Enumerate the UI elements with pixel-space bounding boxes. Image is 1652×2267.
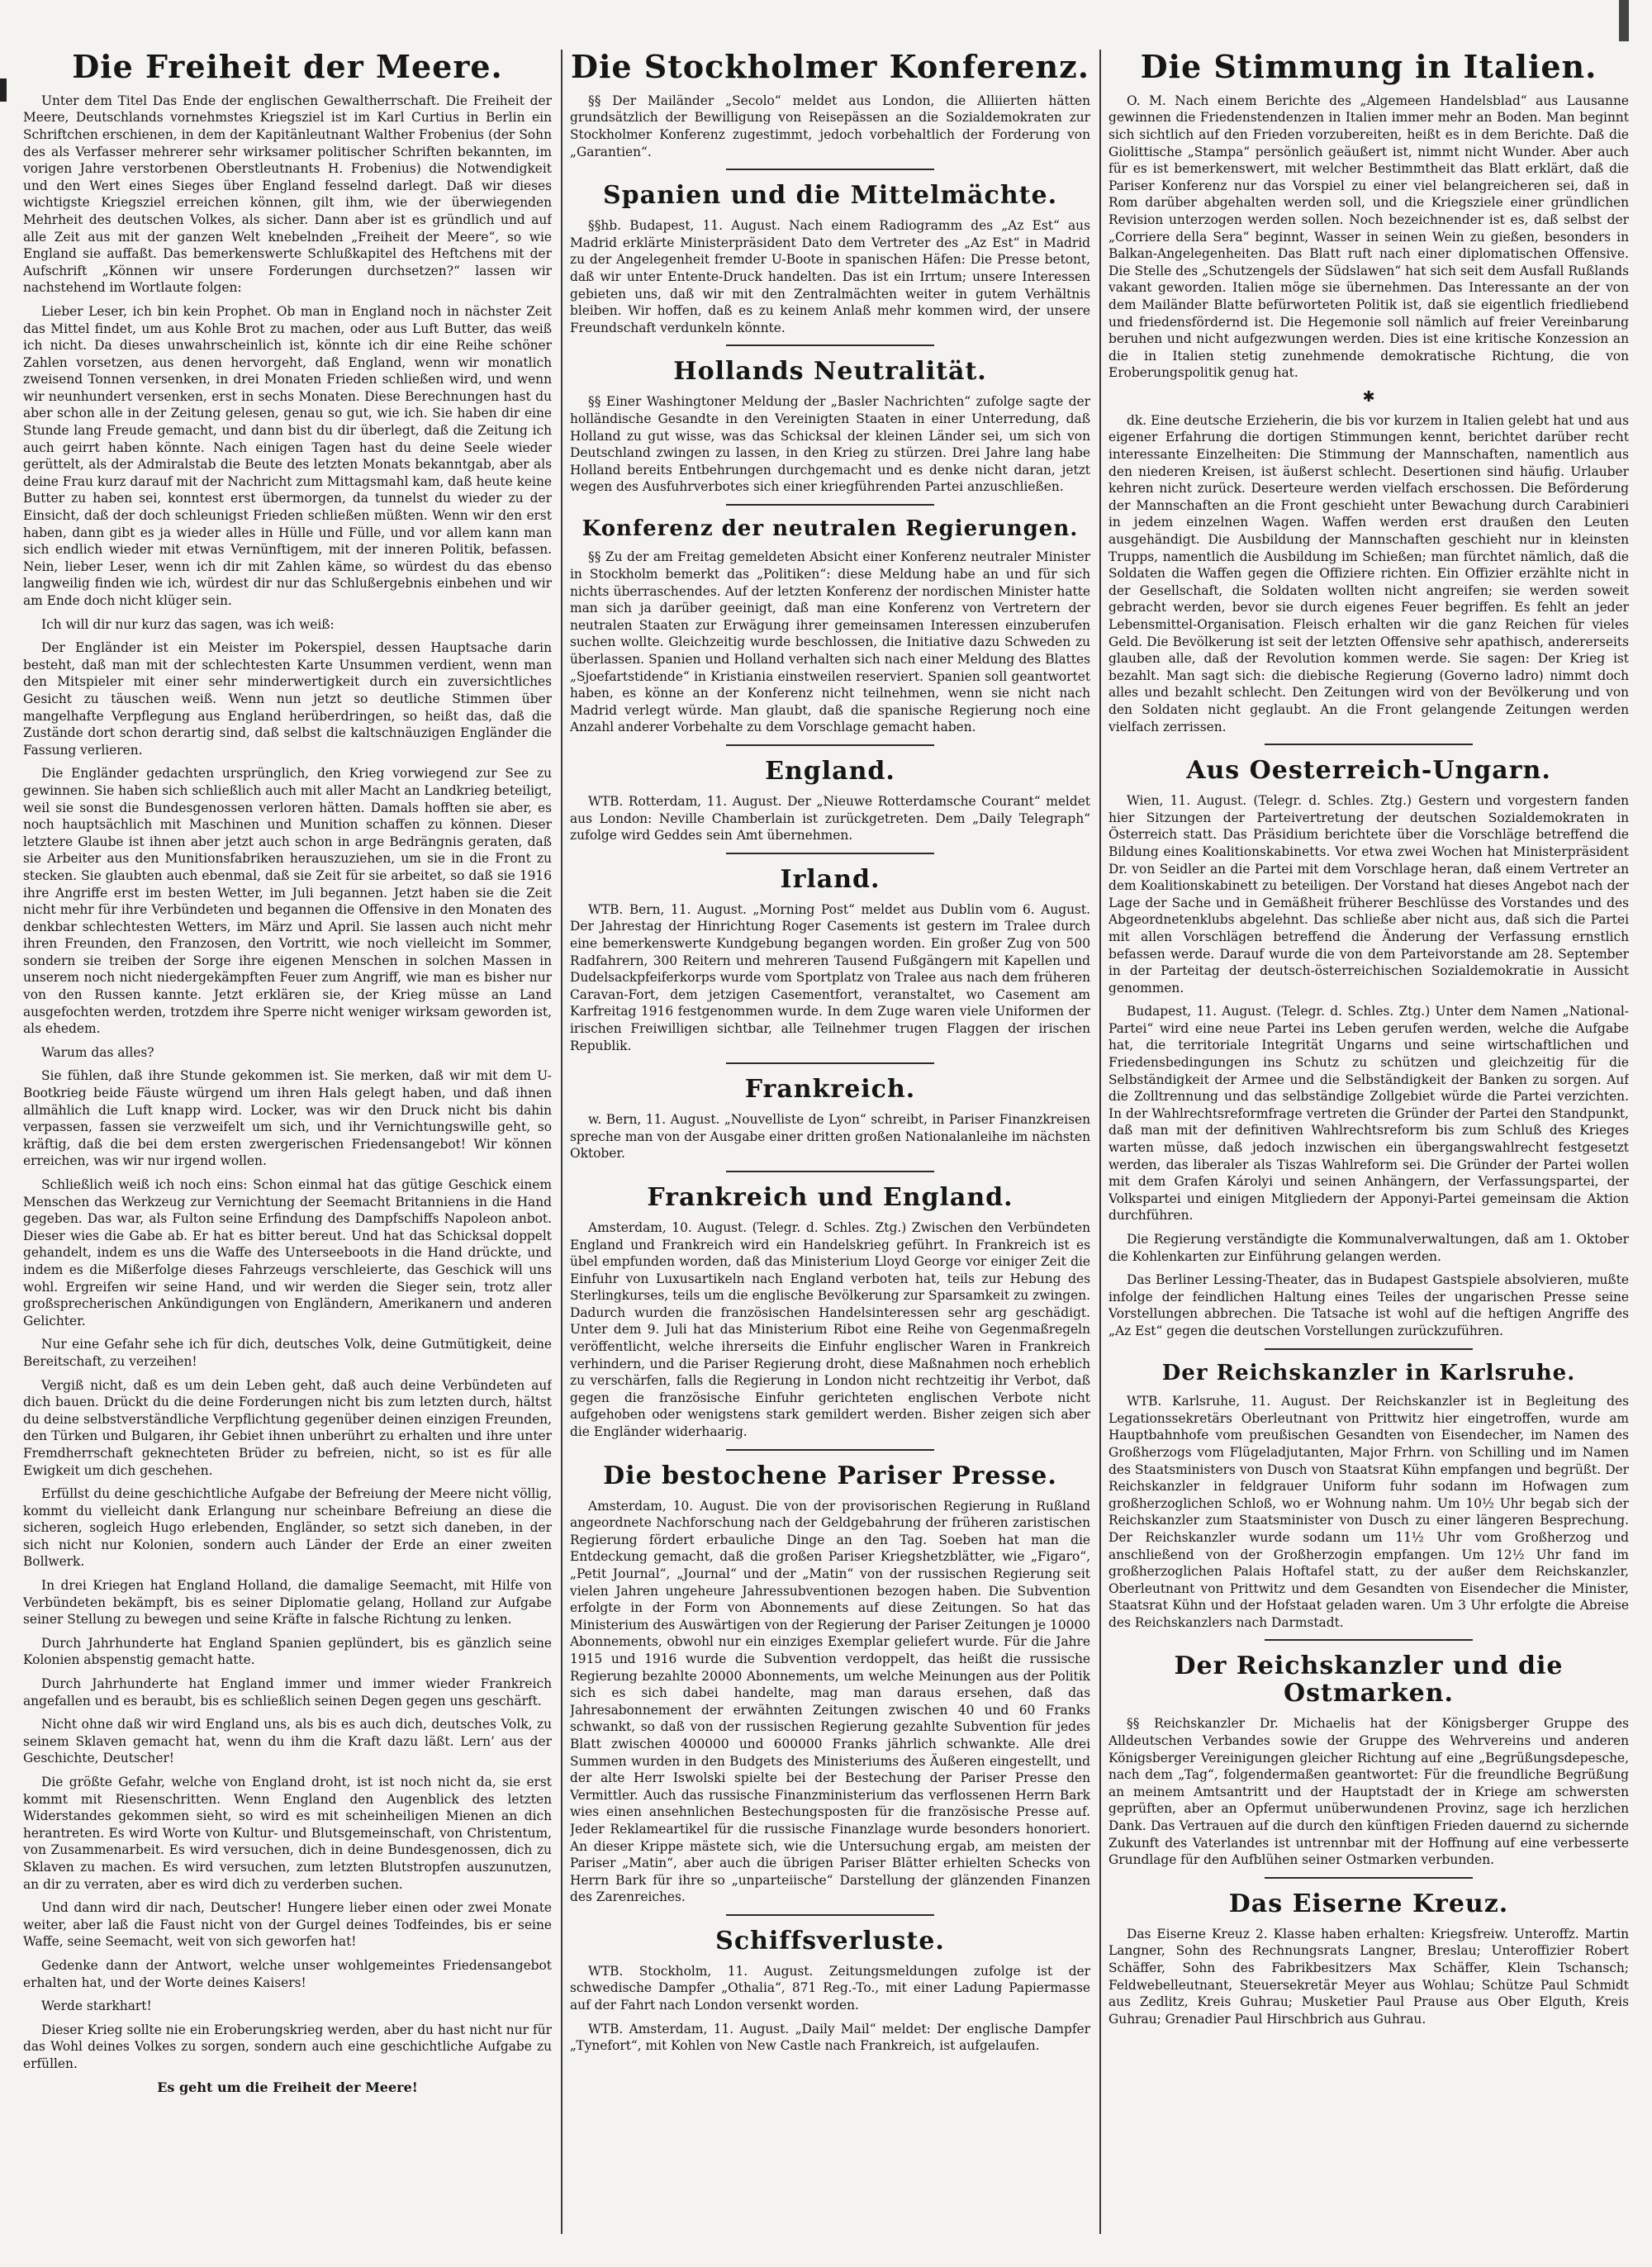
article-paragraph: WTB. Rotterdam, 11. August. Der „Nieuwe Rotterdamsche Courant“ meldet aus London: Neville Chamberlain ist zurückgetreten. Dem „Daily Telegraph“ zufolge wird Geddes sein Amt übernehmen.	[570, 794, 1090, 844]
article-paragraph: Schließlich weiß ich noch eins: Schon einmal hat das gütige Geschick einem Menschen das Werkzeug zur Vernichtung der Seemacht Britanniens in die Hand gegeben. Das war, als Fulton seine Erfindung des Dampfschiffs Napoleon anbot. Dieser wies die Gabe ab. Er hat es bitter bereut. Und hat das Schicksal doppelt gehandelt, indem es uns die Waffe des Unterseeboots in die Hand drückte, und indem es die Mißerfolge dieses Fahrzeugs verschleierte, das Geschick will uns wohl. Ergreifen wir seine Hand, und wir werden die Sieger sein, trotz aller großsprecherischen Ankündigungen von Engländern, Amerikanern und anderen Gelichter.	[23, 1177, 552, 1328]
article-headline: Frankreich und England.	[647, 1182, 1014, 1212]
section-divider	[1265, 744, 1473, 745]
article-paragraph: Die größte Gefahr, welche von England droht, ist ist noch nicht da, sie erst kommt mit Riesenschritten. Wenn England den Augenblick des letzten Widerstandes gekommen sieht, so wird es mit scheinheiligen Mienen an dich herantreten. Es wird Worte von Kultur- und Blutsgemeinschaft, von Christentum, von Zusammenarbeit. Es wird versuchen, dich in deine Bundesgenossen, dich zu Sklaven zu machen. Es wird versuchen, zum letzten Blutstropfen auszunutzen, an dir zu verraten, aber es wird dich zu verderben suchen.	[23, 1775, 552, 1892]
section-divider	[726, 1062, 934, 1064]
article-headline: Der Reichskanzler in Karlsruhe.	[1161, 1360, 1576, 1385]
section-divider	[1265, 1639, 1473, 1641]
section-divider	[726, 1914, 934, 1916]
article-paragraph: Amsterdam, 10. August. Die von der provisorischen Regierung in Rußland angeordnete Nachforschung nach der Geldgebahrung der früheren zaristischen Regierung fördert erbauliche Dinge an den Tag. Soeben hat man die Entdeckung gemacht, daß die großen Pariser Kriegshetzblätter, wie „Figaro“, „Petit Journal“, „Journal“ und der „Matin“ von der russischen Regierung seit vielen Jahren ungeheure Jahressubventionen bezogen haben. Die Subvention erfolgte in der Form von Abonnements auf diese Zeitungen. So hat das Ministerium des Auswärtigen von der Regierung der Pariser Zeitungen je 10000 Abonnements, obwohl nur ein einziges Exemplar geliefert wurde. Für die Jahre 1915 und 1916 wurde die Subvention verdoppelt, das heißt die russische Regierung bezahlte 20000 Abonnements, um welche Meinungen aus der Politik sich es sich dabei handelte, mag man daraus ersehen, daß das Jahresabonnement der erwähnten Zeitungen zwischen 40 und 60 Franks schwankt, so daß von der russischen Regierung gezahlte Subvention für jedes Blatt zwischen 400000 und 600000 Franks jährlich schwankte. Alle drei Summen wurden in den Budgets des Ministeriums des Äußeren eingestellt, und der alte Herr Iswolski spielte bei der Bestechung der Pariser Presse den Vermittler. Auch das russische Finanzministerium das verflossenen Herrn Bark wies einen ansehnlichen Bestechungsposten für die französische Presse auf. Jeder Reklameartikel für die russische Finanzlage wurde besonders honoriert. An dieser Krippe mästete sich, wie die Untersuchung ergab, am meisten der Pariser „Matin“, aber auch die übrigen Pariser Blätter erhielten Schecks von Herrn Bark für ihre so „unparteiische“ Darstellung der glänzenden Finanzen des Zarenreiches.	[570, 1498, 1090, 1905]
article-headline: Die bestochene Pariser Presse.	[603, 1461, 1057, 1490]
article-paragraph: Budapest, 11. August. (Telegr. d. Schles. Ztg.) Unter dem Namen „National-Partei“ wird eine neue Partei ins Leben gerufen werden, welche die Aufgabe hat, die territoriale Integrität Ungarns und seine wirtschaftlichen und Friedensbedingungen ins Schutz zu schützen und gleichzeitig für die Selbständigkeit der Armee und die Selbständigkeit der Banken zu sorgen. Auf die Zolltrennung und das selbständige Zollgebiet würde die Partei verzichten. In der Wahlrechtsreformfrage vertreten die Gründer der Partei den Standpunkt, daß man mit der definitiven Wahlrechtsreform bis zum Schluß des Krieges warten müsse, daß jedoch inzwischen ein übergangswahlrecht festgesetzt werden, das liberaler als Tiszas Wahlreform sei. Die Gründer der Partei wollen mit dem Grafen Károlyi und seinen Anhängern, der Verfassungspartei, der Volkspartei und einigen Mitgliedern der Apponyi-Partei gemeinsam die Aktion durchführen.	[1108, 1004, 1629, 1224]
article-headline: Frankreich.	[744, 1075, 916, 1105]
article-paragraph: In drei Kriegen hat England Holland, die damalige Seemacht, mit Hilfe von Verbündeten bekämpft, bis es seiner Diplomatie gelang, Holland zur Aufgabe seiner Stellung zu bewegen und seine Kräfte in falsche Richtung zu lenken.	[23, 1578, 552, 1628]
section-star-separator: ✱	[1362, 387, 1375, 406]
article-paragraph: §§ Der Mailänder „Secolo“ meldet aus London, die Alliierten hätten grundsätzlich der Bewilligung von Reisepässen an die Sozialdemokraten zur Stockholmer Konferenz zugestimmt, jedoch vorbehaltlich der Forderung von „Garantien“.	[570, 93, 1090, 159]
article-paragraph: Durch Jahrhunderte hat England Spanien geplündert, bis es gänzlich seine Kolonien abspenstig gemacht hatte.	[23, 1635, 552, 1668]
article-paragraph: Sie fühlen, daß ihre Stunde gekommen ist. Sie merken, daß wir mit dem U-Bootkrieg beide Fäuste würgend um ihren Hals gelegt haben, und daß ihnen allmählich die Luft knapp wird. Locker, was wir den Druck nicht bis dahin verpassen, fassen sie verzweifelt um sich, und ihr Vernichtungswille geht, so kräftig, daß die bei dem ersten zwergerischen Friedensangebot! Wir können erreichen, was wir nur irgend wollen.	[23, 1068, 552, 1169]
article-paragraph: §§ Zu der am Freitag gemeldeten Absicht einer Konferenz neutraler Minister in Stockholm bemerkt das „Politiken“: diese Meldung habe an und für sich nichts überraschendes. Auf der letzten Konferenz der nordischen Minister hatte man sich ja darüber geeinigt, daß man eine Konferenz von Vertretern der neutralen Staaten zur Erwägung ihrer gemeinsamen Interessen einzuberufen suchen wollte. Gleichzeitig wurde beschlossen, die Initiative dazu Schweden zu überlassen. Spanien und Holland verhalten sich nach einer Meldung des Blattes „Sjoefartstidende“ in Kristiania einstweilen reserviert. Spanien soll geantwortet haben, es könne an der Konferenz nicht teilnehmen, wenn sie nicht nach Madrid verlegt würde. Man glaubt, daß die spanische Regierung noch eine Anzahl anderer Vorbehalte zu dem Vorschlage gemacht haben.	[570, 549, 1090, 735]
article-headline: Aus Oesterreich-Ungarn.	[1186, 756, 1551, 786]
article-paragraph: Amsterdam, 10. August. (Telegr. d. Schles. Ztg.) Zwischen den Verbündeten England und Frankreich wird ein Handelskrieg geführt. In Frankreich ist es übel empfunden worden, daß das Ministerium Lloyd George vor einiger Zeit die Einfuhr von Luxusartikeln nach England verboten hat, teils zur Hebung des Sterlingkurses, teils um die englische Bevölkerung zur Sparsamkeit zu zwingen. Dadurch wurden die französischen Handelsinteressen sehr arg geschädigt. Unter dem 9. Juli hat das Ministerium Ribot eine Reihe von Gegenmaßregeln veröffentlicht, welche ihrerseits die Einfuhr englischer Waren in Frankreich verhindern, und die Pariser Regierung droht, diese Maßnahmen noch erheblich zu verschärfen, falls die Regierung in London nicht rechtzeitig ihr Verbot, daß gegen die französische Einfuhr gerichteten englischen Verbote nicht aufgehoben oder wenigstens stark gemildert werden. Bisher zeigen sich aber die Engländer widerhaarig.	[570, 1219, 1090, 1440]
column-left	[23, 50, 552, 2234]
article-paragraph: O. M. Nach einem Berichte des „Algemeen Handelsblad“ aus Lausanne gewinnen die Friedenstendenzen in Italien immer mehr an Boden. Man beginnt sich sichtlich auf den Frieden vorzubereiten, heißt es in dem Berichte. Daß die Giolittische „Stampa“ persönlich geäußert ist, nimmt nicht Wunder. Aber auch für es ist bemerkenswert, mit welcher Bestimmtheit das Blatt erklärt, daß die Pariser Konferenz nur das Vorspiel zu einer viel belangreicheren sei, daß in Rom darüber abgehalten werden soll, und die Kriegsziele einer gründlichen Revision unterzogen werden sollen. Noch bezeichnender ist es, daß selbst der „Corriere della Sera“ beginnt, Wasser in seinen Wein zu gießen, besonders in Balkan-Angelegenheiten. Das Blatt ruft nach einer diplomatischen Offensive. Die Stelle des „Schutzengels der Südslawen“ hat sich seit dem Ausfall Rußlands vakant geworden. Italien möge sie übernehmen. Das Interessante an der von dem Mailänder Blatte befürworteten Politik ist, daß sie eigentlich friedliebend und friedensfördernd ist. Die Hegemonie soll nämlich auf freier Vereinbarung beruhen und nicht aufgezwungen werden. Dies ist eine kritische Konzession an die in Italien stetig zunehmende demokratische Richtung, die von Eroberungspolitik genug hat.	[1108, 93, 1629, 381]
column-rule	[561, 50, 563, 2234]
article-paragraph: Das Eiserne Kreuz 2. Klasse haben erhalten: Kriegsfreiw. Unteroffz. Martin Langner, Sohn des Rechnungsrats Langner, Breslau; Unteroffizier Robert Schäffer, Sohn des Fabrikbesitzers Max Schäffer, Klein Tschansch; Feldwebelleutnant, Steuersekretär Meyer aus Wohlau; Schütze Paul Schmidt aus Zedlitz, Kreis Guhrau; Musketier Paul Prause aus Ober Elguth, Kreis Guhrau; Grenadier Paul Hirschbrich aus Guhrau.	[1108, 1926, 1629, 2027]
article-headline: Die Freiheit der Meere.	[72, 50, 503, 85]
article-paragraph: Nur eine Gefahr sehe ich für dich, deutsches Volk, deine Gutmütigkeit, deine Bereitschaft, zu verzeihen!	[23, 1337, 552, 1369]
section-divider	[726, 1449, 934, 1451]
article-paragraph: Nicht ohne daß wir wird England uns, als bis es auch dich, deutsches Volk, zu seinem Sklaven gemacht hat, wenn du ihm die Kraft dazu läßt. Lern’ aus der Geschichte, Deutscher!	[23, 1717, 552, 1766]
article-paragraph: dk. Eine deutsche Erzieherin, die bis vor kurzem in Italien gelebt hat und aus eigener Erfahrung die dortigen Stimmungen kennt, berichtet darüber recht interessante Einzelheiten: Die Stimmung der Mannschaften, namentlich aus den niederen Kreisen, ist äußerst schlecht. Desertionen sind häufig. Urlauber kehren nicht zurück. Deserteure werden vielfach erschossen. Die Beförderung der Mannschaften an die Front geschieht unter Bewachung durch Carabinieri in jedem einzelnen Wagen. Waffen werden erst draußen den Leuten ausgehändigt. Die Ausbildung der Mannschaften geschieht nur in kleinsten Trupps, namentlich die Ausbildung im Schießen; man fürchtet nämlich, daß die Soldaten die Waffen gegen die Offiziere richten. Ein Offizier erzählte nicht in der Gesellschaft, die Soldaten wollten nicht angreifen; sie werden soweit gebracht werden, bevor sie durch eigenes Feuer begriffen. Es fehlt an jeder Lebensmittel-Organisation. Fleisch erhalten wir die ganz Reichen für vieles Geld. Die Bevölkerung ist seit der letzten Offensive sehr apathisch, andererseits glauben alle, daß der Revolution kommen werde. Sie sagen: Der Krieg ist bezahlt. Man sagt sich: die diebische Regierung (Governo ladro) nimmt doch alles und bezahlt schlecht. Den Zeitungen wird von der Bevölkerung und von den Soldaten nicht geglaubt. An die Front gelangende Zeitungen werden vielfach zerrissen.	[1108, 412, 1629, 734]
section-divider	[726, 853, 934, 854]
article-paragraph: Gedenke dann der Antwort, welche unser wohlgemeintes Friedensangebot erhalten hat, und der Worte deines Kaisers!	[23, 1957, 552, 1990]
article-paragraph: Das Berliner Lessing-Theater, das in Budapest Gastspiele absolvieren, mußte infolge der feindlichen Haltung eines Teiles der ungarischen Presse seine Vorstellungen abbrechen. Die Tatsache ist wohl auf die heftigen Angriffe des „Az Est“ gegen die deutschen Vorstellungen zurückzuführen.	[1108, 1272, 1629, 1338]
article-paragraph: WTB. Amsterdam, 11. August. „Daily Mail“ meldet: Der englische Dampfer „Tynefort“, mit Kohlen von New Castle nach Frankreich, ist aufgelaufen.	[570, 2021, 1090, 2054]
article-headline: Das Eiserne Kreuz.	[1228, 1889, 1509, 1918]
article-paragraph: WTB. Karlsruhe, 11. August. Der Reichskanzler ist in Begleitung des Legationssekretärs Oberleutnant von Prittwitz hier eingetroffen, wurde am Hauptbahnhofe vom preußischen Gesandten von Eisendecher, im Namen des Großherzogs vom Flügeladjutanten, Major Frhrn. von Schilling und im Namen des Staatsministers von Dusch von Staatsrat Kühn empfangen und begrüßt. Der Reichskanzler in feldgrauer Uniform fuhr sodann im Hofwagen zum großherzoglichen Schloß, wo er Wohnung nahm. Um 10½ Uhr begab sich der Reichskanzler zum Staatsminister von Dusch zu einer längeren Besprechung. Der Reichskanzler wurde sodann um 11½ Uhr vom Großherzog und anschließend von der Großherzogin empfangen. Um 12½ Uhr fand im großherzoglichen Palais Hoftafel statt, zu der außer dem Reichskanzler, Oberleutnant von Prittwitz und dem Gesandten von Eisendecher die Minister, Staatsrat Kühn und der Hofstaat geladen waren. Um 3 Uhr erfolgte die Abreise des Reichskanzlers nach Darmstadt.	[1108, 1394, 1629, 1630]
article-paragraph: §§ Reichskanzler Dr. Michaelis hat der Königsberger Gruppe des Alldeutschen Verbandes sowie der Gruppe des Wehrvereins und anderen Königsberger Vereinigungen gleicher Richtung auf eine „Begrüßungsdepesche, nach dem „Tag“, folgendermaßen geantwortet: Für die freundliche Begrüßung an meinem Amtsantritt und der Hauptstadt der in Kriege am schwersten geprüften, aber an Opfermut unüberwundenen Provinz, sage ich herzlichen Dank. Das Vertrauen auf die durch den künftigen Frieden dauernd zu sichernde Zukunft des Vaterlandes ist untrennbar mit der Hoffnung auf eine verbesserte Grundlage für den Aufblühen seiner Ostmarken verbunden.	[1108, 1716, 1629, 1868]
article-paragraph: WTB. Bern, 11. August. „Morning Post“ meldet aus Dublin vom 6. August. Der Jahrestag der Hinrichtung Roger Casements ist gestern im Tralee durch eine bemerkenswerte Kundgebung begangen worden. Ein großer Zug von 500 Radfahrern, 300 Reitern und mehreren Tausend Fußgängern mit Kapellen und Dudelsackpfeiferkorps wurde vom Sportplatz von Tralee aus nach dem früheren Caravan-Fort, dem jetzigen Casementfort, veranstaltet, wo Casement am Karfreitag 1916 festgenommen wurde. In dem Zuge waren viele Uniformen der irischen Freiwilligen sichtbar, alle Teilnehmer trugen Flaggen der irischen Republik.	[570, 901, 1090, 1053]
article-paragraph: Durch Jahrhunderte hat England immer und immer wieder Frankreich angefallen und es beraubt, bis es schließlich seinen Degen gegen uns geschärft.	[23, 1676, 552, 1709]
article-paragraph: Unter dem Titel Das Ende der englischen Gewaltherrschaft. Die Freiheit der Meere, Deutschlands vornehmstes Kriegsziel ist im Karl Curtius in Berlin ein Schriftchen erschienen, in dem der Kapitänleutnant Walther Frobenius (der Sohn des als Verfasser mehrerer sehr wirksamer politischer Schriften bekannten, im vorigen Jahre verstorbenen Oberstleutnants H. Frobenius) die Notwendigkeit und den Wert eines Sieges über England fesselnd darlegt. Daß wir dieses wichtigste Kriegsziel erreichen können, gilt ihm, wie der überwiegenden Mehrheit des deutschen Volkes, als sicher. Dann aber ist es gründlich und auf alle Zeit aus mit der ganzen Welt knebelnden „Freiheit der Meere“, so wie England sie auffaßt. Das bemerkenswerte Schlußkapitel des Heftchens mit der Aufschrift „Können wir unsere Forderungen durchsetzen?“ lassen wir nachstehend im Wortlaute folgen:	[23, 93, 552, 296]
section-divider	[726, 1171, 934, 1172]
article-headline: Konferenz der neutralen Regierungen.	[582, 516, 1079, 541]
article-headline: Schiffsverluste.	[715, 1926, 945, 1956]
article-paragraph: §§ Einer Washingtoner Meldung der „Basler Nachrichten“ zufolge sagte der holländische Gesandte in den Vereinigten Staaten in einer Unterredung, daß Holland zu gut wisse, was das Schicksal der kleinen Länder sei, um sich von Deutschland zwingen zu lassen, in den Krieg zu stürzen. Drei Jahre lang habe Holland bereits Entbehrungen durchgemacht und es denke nicht daran, jetzt wegen des Ausfuhrverbotes sich einer kriegführenden Partei anzuschließen.	[570, 394, 1090, 495]
article-paragraph: Werde starkhart!	[41, 1998, 152, 2014]
column-middle	[570, 50, 1090, 2234]
article-headline: England.	[765, 757, 895, 787]
column-rule	[1099, 50, 1101, 2234]
article-headline: Spanien und die Mittelmächte.	[602, 181, 1058, 211]
article-paragraph: Lieber Leser, ich bin kein Prophet. Ob man in England noch in nächster Zeit das Mittel findet, um aus Kohle Brot zu machen, oder aus Luft Butter, das weiß ich nicht. Da dieses unwahrscheinlich ist, könnte ich dir eine Reihe schöner Zahlen vorsetzen, aus denen hervorgeht, daß England, wenn wir monatlich zweisend Tonnen versenken, in drei Monaten Frieden schließen wird, und wenn wir neunhundert versenken, erst in sechs Monaten. Diese Berechnungen hast du aber schon alle in der Zeitung gelesen, genau so gut, wie ich. Sie haben dir eine Stunde lang Freude gemacht, und dann bist du dir überlegt, daß die Zeitung ich auch geirrt haben könnte. Nach einigen Tagen hast du deine Seele wieder gerüttelt, als der Admiralstab die Beute des letzten Monats bekanntgab, aber als deine Frau kurz darauf mit der Nachricht zum Mittagsmahl kam, daß heute keine Butter zu haben sei, konntest erst übermorgen, da tunnelst du wieder zu der Einsicht, daß der doch schleunigst Frieden schließen müßten. Wenn wir den erst haben, dann gibt es ja wieder alles in Hülle und Fülle, und vor allem kann man sich endlich wieder mit etwas Vernünftigem, mit der inneren Politik, befassen. Nein, lieber Leser, wenn ich dir mit Zahlen käme, so würdest du das ebenso langweilig finden wie ich, würdest dir nur das Schlußergebnis einbehen und wir am Ende doch nicht klüger sein.	[23, 303, 552, 609]
page-edge-mark	[1619, 0, 1629, 41]
section-divider	[1265, 1348, 1473, 1350]
section-divider	[726, 504, 934, 506]
article-paragraph: Und dann wird dir nach, Deutscher! Hungere lieber einen oder zwei Monate weiter, aber laß die Faust nicht von der Gurgel deines Todfeindes, bis er seine Waffe, seine Seemacht, weit von sich geworfen hat!	[23, 1900, 552, 1950]
article-paragraph: w. Bern, 11. August. „Nouvelliste de Lyon“ schreibt, in Pariser Finanzkreisen spreche man von der Ausgabe einer dritten großen Nationalanleihe im nächsten Oktober.	[570, 1112, 1090, 1162]
article-headline: Die Stockholmer Konferenz.	[571, 50, 1089, 85]
article-paragraph: Ich will dir nur kurz das sagen, was ich weiß:	[41, 616, 335, 632]
article-paragraph: Dieser Krieg sollte nie ein Eroberungskrieg werden, aber du hast nicht nur für das Wohl deines Volkes zu sorgen, sondern auch eine geschichtliche Aufgabe zu erfüllen.	[23, 2022, 552, 2071]
article-paragraph: §§hb. Budapest, 11. August. Nach einem Radiogramm des „Az Est“ aus Madrid erklärte Ministerpräsident Dato dem Vertreter des „Az Est“ in Madrid zu der Angelegenheit fremder U-Boote in spanischen Häfen: Die Presse betont, daß wir unter Entente-Druck handelten. Das ist ein Irrtum; unsere Interessen gebieten uns, daß wir mit den Zentralmächten weiter in gutem Verhältnis bleiben. Wir hoffen, daß es zu keinem Anlaß mehr kommen wird, der unsere Freundschaft verdunkeln könnte.	[570, 218, 1090, 335]
article-paragraph: Vergiß nicht, daß es um dein Leben geht, daß auch deine Verbündeten auf dich bauen. Drückt du die deine Forderungen nicht bis zum letzten durch, hältst du deine selbstverständliche Verpflichtung gegenüber deinen einzigen Freunden, den Türken und Bulgaren, ihr Gebiet ihnen unberührt zu erhalten und ihre unter Fremdherrschaft geknechteten Brüder zu befreien, nicht, so ist es für alle Ewigkeit um dich geschehen.	[23, 1377, 552, 1478]
section-divider	[1265, 1877, 1473, 1879]
article-closing-line: Es geht um die Freiheit der Meere!	[157, 2079, 418, 2095]
article-paragraph: Die Regierung verständigte die Kommunalverwaltungen, daß am 1. Oktober die Kohlenkarten zur Einführung gelangen werden.	[1108, 1232, 1629, 1264]
column-right	[1108, 50, 1629, 2234]
section-divider	[726, 169, 934, 170]
article-headline: Hollands Neutralität.	[673, 357, 987, 387]
article-paragraph: Erfüllst du deine geschichtliche Aufgabe der Befreiung der Meere nicht völlig, kommt du vielleicht dank Erlangung nur scheinbare Befreiung an diese die sicheren, sogleich Hugo erlebenden, Engländer, so setzt sich daneben, in der sich nicht nur Kolonien, sondern auch Länder der Erde an einer zweiten Bollwerk.	[23, 1486, 552, 1570]
article-paragraph: Warum das alles?	[41, 1044, 154, 1060]
binding-mark	[0, 78, 7, 102]
article-headline: Irland.	[780, 864, 881, 894]
article-paragraph: Wien, 11. August. (Telegr. d. Schles. Ztg.) Gestern und vorgestern fanden hier Sitzungen der Parteivertretung der deutschen Sozialdemokraten in Österreich statt. Das Präsidium berichtete über die Vorschläge betreffend die Bildung eines Koalitionskabinetts. Vor etwa zwei Wochen hat Ministerpräsident Dr. von Seidler an die Partei mit dem Vorschlage heran, daß einem Vertreter an dem Koalitionskabinett zu beteiligen. Der Vorstand hat dieses Angebot nach der Lage der Sache und in Gemäßheit früherer Beschlüsse des Vorstandes und des Abgeordnetenklubs abgelehnt. Das schließe aber nicht aus, daß sich die Partei mit allen Vorschlägen betreffend die Änderung der Verfassung ernstlich befassen werde. Darauf wurde die von dem Parteivorstande am 28. September in der Parteitag der deutsch-österreichischen Sozialdemokratie in Aussicht genommen.	[1108, 793, 1629, 996]
article-paragraph: Die Engländer gedachten ursprünglich, den Krieg vorwiegend zur See zu gewinnen. Sie haben sich schließlich auch mit aller Macht an Landkrieg beteiligt, weil sie sonst die Bundesgenossen verloren hätten. Damals hofften sie aber, es noch hauptsächlich mit Maschinen und Munition schaffen zu können. Dieser letztere Glaube ist ihnen aber jetzt auch schon in arge Bedrängnis geraten, daß sie Arbeiter aus den Munitionsfabriken herauszuziehen, um sie in die Front zu stecken. Sie glaubten auch ebenmal, daß sie Zeit für sie arbeitet, so daß sie 1916 ihre Angriffe erst im besten Wetter, im Juli begannen. Jetzt haben sie die Zeit nicht mehr für ihre Verbündeten und begannen die Offensive in den Monaten des denkbar schlechtesten Wetters, im März und April. Sie lassen auch nicht mehr ihren Freunden, den Franzosen, den Vortritt, wie noch vielleicht im Sommer, sondern sie treiben der Sorge ihre eigenen Menschen in solchen Massen in unserem noch nicht niedergekämpften Feuer zum Angriff, wie man es bisher nur von den Russen kannte. Jetzt erklären sie, der Krieg müsse an Land ausgefochten werden, trotzdem ihre Sperre nicht weniger wirksam geworden ist, als ehedem.	[23, 766, 552, 1037]
section-divider	[726, 345, 934, 346]
article-paragraph: Der Engländer ist ein Meister im Pokerspiel, dessen Hauptsache darin besteht, daß man mit der schlechtesten Karte Unsummen verdient, wenn man den Mitspieler mit einer sehr minderwertigkeit durch ein zuversichtliches Gesicht zu täuschen weiß. Wenn nun jetzt so deutliche Stimmen über mangelhafte Verpflegung aus England herüberdringen, so heißt das, daß die Zustände dort schon derartig sind, daß selbst die kaltschnäuzigen Engländer die Fassung verlieren.	[23, 640, 552, 758]
article-headline: Der Reichskanzler und die Ostmarken.	[1174, 1652, 1564, 1709]
article-paragraph: WTB. Stockholm, 11. August. Zeitungsmeldungen zufolge ist der schwedische Dampfer „Othalia“, 871 Reg.-To., mit einer Ladung Papiermasse auf der Fahrt nach London versenkt worden.	[570, 1963, 1090, 2013]
article-headline: Die Stimmung in Italien.	[1140, 50, 1597, 85]
section-divider	[726, 744, 934, 746]
